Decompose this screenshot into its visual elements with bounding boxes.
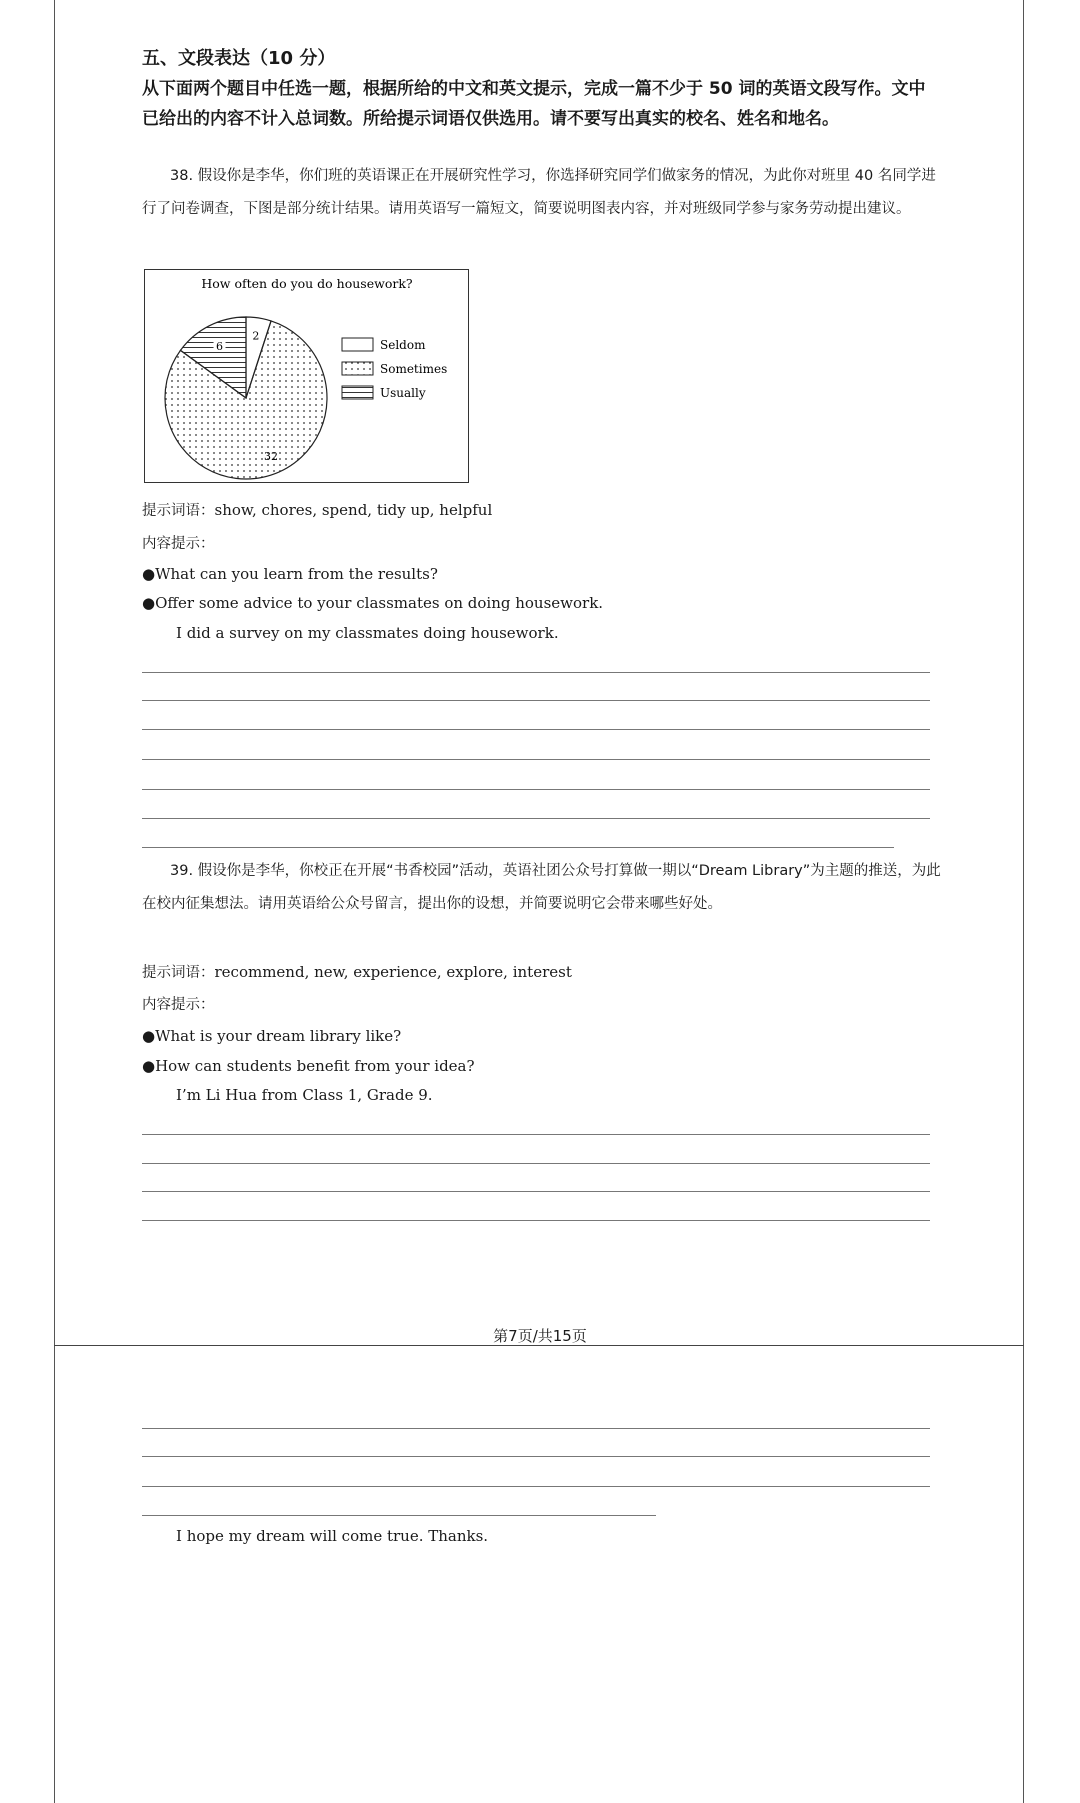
q38-answer-line — [142, 672, 930, 673]
continued-answer-line — [142, 1456, 930, 1457]
q38-answer-line — [142, 729, 930, 730]
legend-swatch-usually — [342, 386, 373, 399]
pie-label-seldom: 2 — [252, 329, 260, 343]
legend-swatch-seldom — [342, 338, 373, 351]
pie-label-sometimes: 32 — [264, 450, 279, 464]
legend-label-sometimes: Sometimes — [380, 362, 448, 376]
legend-swatch-sometimes — [342, 362, 373, 375]
q38-content-hint-label: 内容提示： — [142, 536, 215, 552]
pie-chart-frame — [144, 269, 469, 483]
chart-legend — [342, 338, 447, 400]
continued-answer-line — [142, 1428, 930, 1429]
q39-answer-line — [142, 1191, 930, 1192]
q39-hint-words — [142, 961, 572, 982]
q39-answer-line — [142, 1163, 930, 1164]
q39-prompt: 39. 假设你是李华，你校正在开展“书香校园”活动，英语社团公众号打算做一期以“Dream Library”为主题的推送，为此在校内征集想法。请用英语给公众号留言，提出你的设想，并简要说明它会带来哪些好处。 — [142, 863, 941, 912]
chart-title: How often do you do housework? — [201, 276, 413, 291]
q39-content-hint-label: 内容提示： — [142, 997, 215, 1013]
section-title: 五、文段表达（10 分） — [142, 48, 336, 69]
q39-hint-words-list: recommend, new, experience, explore, interest — [214, 963, 572, 981]
q39-bullet-2: ●How can students benefit from your idea? — [142, 1057, 475, 1075]
q38-bullet-1: ●What can you learn from the results? — [142, 565, 438, 583]
legend-label-usually: Usually — [380, 386, 426, 400]
q38-hint-words — [142, 499, 492, 520]
q38-hint-words-label: 提示词语： — [142, 503, 215, 519]
section-instructions: 从下面两个题目中任选一题，根据所给的中文和英文提示，完成一篇不少于 50 词的英语文段写作。文中已给出的内容不计入总词数。所给提示词语仅供选用。请不要写出真实的校名、姓名和地名。 — [142, 79, 926, 129]
q38-prompt: 38. 假设你是李华，你们班的英语课正在开展研究性学习，你选择研究同学们做家务的情况，为此你对班里 40 名同学进行了问卷调查，下图是部分统计结果。请用英语写一篇短文，简要说明图表内容，并对班级同学参与家务劳动提出建议。 — [142, 168, 936, 217]
q39-answer-line — [142, 1220, 930, 1221]
page-right-border — [1023, 0, 1024, 1803]
q39-hint-words-label: 提示词语： — [142, 965, 215, 981]
closing-sentence: I hope my dream will come true. Thanks. — [176, 1527, 489, 1545]
q38-answer-line — [142, 700, 930, 701]
q38-answer-line — [142, 818, 930, 819]
legend-label-seldom: Seldom — [380, 338, 426, 352]
continued-answer-line — [142, 1486, 930, 1487]
q38-opening-sentence: I did a survey on my classmates doing housework. — [176, 624, 559, 642]
q38-bullet-2: ●Offer some advice to your classmates on doing housework. — [142, 594, 604, 612]
q38-answer-line — [142, 759, 930, 760]
q39-opening-sentence: I’m Li Hua from Class 1, Grade 9. — [176, 1086, 433, 1104]
page-number: 第7页/共15页 — [493, 1327, 587, 1345]
pie-slices — [165, 317, 327, 479]
pie-chart — [145, 270, 467, 481]
continued-answer-line — [142, 1515, 656, 1516]
q39-answer-line — [142, 1134, 930, 1135]
q39-bullet-1: ●What is your dream library like? — [142, 1027, 402, 1045]
q38-answer-line — [142, 789, 930, 790]
q38-hint-words-list: show, chores, spend, tidy up, helpful — [214, 501, 493, 519]
q38-answer-line — [142, 847, 894, 848]
page-left-border — [54, 0, 55, 1803]
pie-label-usually: 6 — [216, 340, 224, 354]
